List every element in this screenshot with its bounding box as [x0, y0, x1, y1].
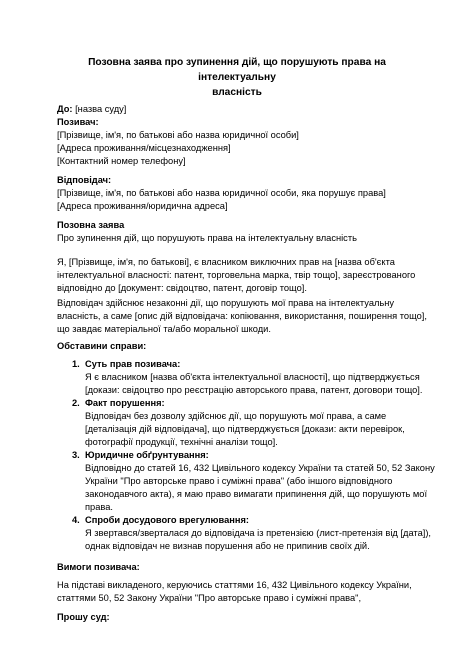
- item-1-number: 1.: [72, 359, 80, 369]
- item-4-line-1: Я звертався/зверталася до відповідача із претензією (лист-претензія від [дата]),: [85, 528, 431, 538]
- claim-subject: Про зупинення дій, що порушують права на інтелектуальну власність: [57, 233, 357, 243]
- para2-line-2: власність, а саме [опис дій відповідача: копіювання, використання, поширення тощо],: [57, 311, 427, 321]
- item-4-title: Спроби досудового врегулювання:: [85, 515, 250, 525]
- item-3-line-3: законодавчого акта), я маю право вимагати припинення дій, що порушують мої: [85, 489, 428, 499]
- document-title: [52, 55, 422, 100]
- plaintiff-label: Позивач:: [57, 117, 99, 127]
- item-3-number: 3.: [72, 450, 80, 460]
- para1-line-2: інтелектуальної власності: патент, торговельна марка, твір тощо], зареєстрованого: [57, 270, 416, 280]
- circumstances-heading: Обставини справи:: [57, 341, 147, 351]
- item-3-title: Юридичне обґрунтування:: [85, 450, 209, 460]
- demands-line-2: статтями 50, 52 Закону України "Про авторське право і суміжні права",: [57, 593, 362, 603]
- para1-line-1: Я, [Прізвище, ім'я, по батькові], є власником виключних прав на [назва об'єкта: [57, 257, 395, 267]
- item-4-line-2: однак відповідач не визнав порушення або не припинив своїх дій.: [85, 541, 370, 551]
- ask-heading: Прошу суд:: [57, 612, 110, 622]
- demands-heading: Вимоги позивача:: [57, 562, 140, 572]
- to-value: [назва суду]: [72, 104, 127, 114]
- item-3-line-4: права.: [85, 502, 113, 512]
- title-line-2: власність: [212, 87, 262, 98]
- item-1-line-2: [докази: свідоцтво про реєстрацію авторського права, патент, договори тощо].: [85, 385, 423, 395]
- item-1-line-1: Я є власником [назва об'єкта інтелектуальної власності], що підтверджується: [85, 372, 420, 382]
- item-2-title: Факт порушення:: [85, 398, 165, 408]
- defendant-address: [Адреса проживання/юридична адреса]: [57, 201, 228, 211]
- item-2-number: 2.: [72, 398, 80, 408]
- para2-line-3: що завдає матеріальної та/або моральної шкоди.: [57, 324, 271, 334]
- para2-line-1: Відповідач здійснює незаконні дії, що порушують мої права на інтелектуальну: [57, 298, 395, 308]
- plaintiff-name: [Прізвище, ім'я, по батькові або назва юридичної особи]: [57, 130, 299, 140]
- plaintiff-address: [Адреса проживання/місцезнаходження]: [57, 143, 231, 153]
- to-label: До:: [57, 104, 73, 114]
- defendant-label: Відповідач:: [57, 175, 112, 185]
- para1-line-3: відповідно до [документ: свідоцтво, патент, договір тощо].: [57, 283, 307, 293]
- item-3-line-2: України "Про авторське право і суміжні права" (або іншого відповідного: [85, 476, 393, 486]
- demands-line-1: На підставі викладеного, керуючись статтями 16, 432 Цивільного кодексу України,: [57, 580, 412, 590]
- title-line-1: Позовна заява про зупинення дій, що порушують права на інтелектуальну: [88, 57, 386, 83]
- to-line: [57, 103, 126, 116]
- plaintiff-phone: [Контактний номер телефону]: [57, 156, 186, 166]
- claim-label: Позовна заява: [57, 220, 125, 230]
- item-2-line-3: фотографії продукції, технічні аналізи тощо].: [85, 437, 278, 447]
- item-3-line-1: Відповідно до статей 16, 432 Цивільного кодексу України та статей 50, 52 Закону: [85, 463, 435, 473]
- item-2-line-1: Відповідач без дозволу здійснює дії, що порушують мої права, а саме: [85, 411, 387, 421]
- item-2-line-2: [деталізація дій відповідача], що підтверджується [докази: акти перевірок,: [85, 424, 405, 434]
- item-1-title: Суть прав позивача:: [85, 359, 181, 369]
- item-4-number: 4.: [72, 515, 80, 525]
- defendant-name: [Прізвище, ім'я, по батькові або назва юридичної особи, яка порушує права]: [57, 188, 386, 198]
